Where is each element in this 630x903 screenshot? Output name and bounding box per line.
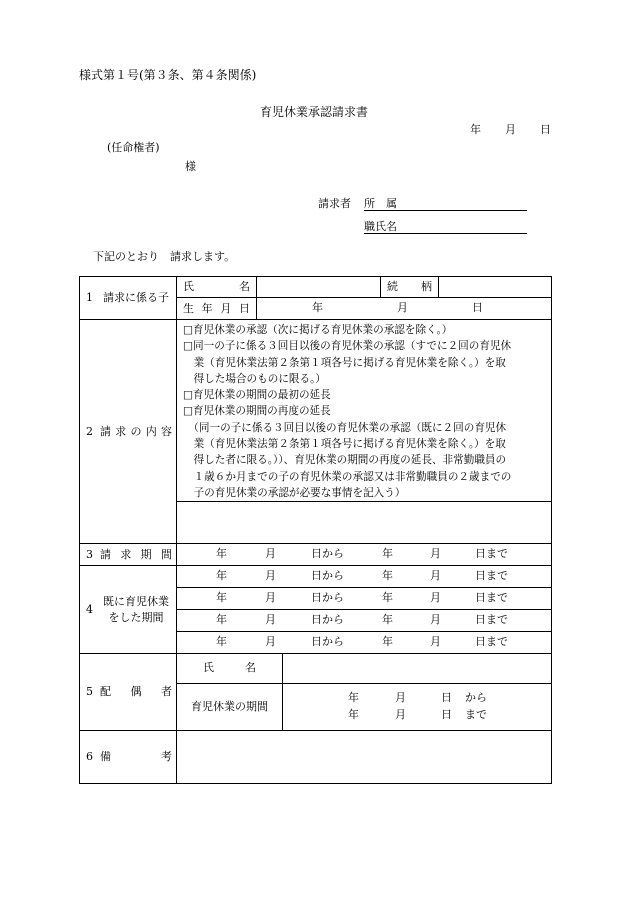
affiliation-underline[interactable] xyxy=(364,210,527,211)
page-title: 育児休業承認請求書 xyxy=(260,105,369,119)
relation-input[interactable] xyxy=(439,277,552,298)
spouse-period-label-cell xyxy=(177,683,283,731)
honorific: 様 xyxy=(185,160,196,173)
birth-day-label: 日 xyxy=(472,301,483,314)
appointing-authority-label: (任命権者) xyxy=(107,141,160,154)
section1-label: 請求に係る子 xyxy=(103,291,169,304)
spouse-to-month-label: 月 xyxy=(395,707,406,721)
past-period-row[interactable] xyxy=(177,632,552,654)
spouse-to-suffix: まで xyxy=(465,707,487,721)
option-line[interactable]: □育児休業の期間の再度の延長 xyxy=(183,405,331,418)
section4-label-line1: 既に育児休業 xyxy=(103,594,169,608)
option-line: 得した場合のものに限る。） xyxy=(183,372,327,385)
past-to-label: 日まで xyxy=(475,613,508,627)
spouse-from-suffix: から xyxy=(465,690,487,704)
section2-number: 2 xyxy=(86,424,93,438)
past-month-label: 月 xyxy=(430,591,441,605)
past-from-label: 日から xyxy=(311,591,344,605)
form-number: 様式第１号(第３条、第４条関係) xyxy=(79,68,257,82)
spouse-to-year-label: 年 xyxy=(348,707,359,721)
section6-number: 6 xyxy=(86,750,93,764)
past-from-label: 日から xyxy=(311,635,344,649)
reason-input[interactable] xyxy=(177,502,552,544)
staff-name-label: 職氏名 xyxy=(364,220,397,233)
period-year-label: 年 xyxy=(216,547,227,561)
relation-label-cell xyxy=(381,277,439,298)
intro-text: 下記のとおり 請求します。 xyxy=(93,250,236,263)
section5-number: 5 xyxy=(86,685,93,699)
option-line[interactable]: □同一の子に係る３回目以後の育児休業の承認（すでに２回の育児休 xyxy=(183,340,512,353)
past-from-label: 日から xyxy=(311,613,344,627)
section4-number: 4 xyxy=(86,602,93,616)
spouse-to-day-label: 日 xyxy=(441,707,452,721)
section4-label xyxy=(100,594,172,626)
spouse-from-day-label: 日 xyxy=(441,690,452,704)
past-to-label: 日まで xyxy=(475,635,508,649)
past-year-label: 年 xyxy=(382,591,393,605)
period-month-label: 月 xyxy=(265,547,276,561)
child-name-label-cell xyxy=(177,277,257,298)
past-year-label: 年 xyxy=(382,569,393,583)
option-line: 得した者に限る。））、育児休業の期間の再度の延長、非常勤職員の xyxy=(183,454,507,467)
spouse-name-input[interactable] xyxy=(283,654,552,683)
option-line: １歳６か月までの子の育児休業の承認又は非常勤職員の２歳までの xyxy=(183,470,512,483)
past-year-label: 年 xyxy=(216,635,227,649)
section3-label: 請 求 期 間 xyxy=(100,547,172,561)
past-year-label: 年 xyxy=(382,635,393,649)
past-month-label: 月 xyxy=(430,569,441,583)
period-to-label: 日まで xyxy=(475,547,508,561)
birth-year-label: 年 xyxy=(312,301,323,314)
section6-label-cell xyxy=(80,731,177,784)
date-month: 月 xyxy=(505,123,516,136)
birth-label-cell xyxy=(177,298,257,320)
past-period-row[interactable] xyxy=(177,566,552,588)
past-month-label: 月 xyxy=(265,635,276,649)
period-from-label: 日から xyxy=(311,547,344,561)
spouse-period-label: 育児休業の期間 xyxy=(191,699,268,713)
staff-name-underline[interactable] xyxy=(364,233,527,234)
past-from-label: 日から xyxy=(311,569,344,583)
section3-label-cell xyxy=(80,544,177,566)
section2-label: 請 求 の 内 容 xyxy=(100,424,172,438)
past-to-label: 日まで xyxy=(475,591,508,605)
past-period-row[interactable] xyxy=(177,588,552,610)
period-month-label: 月 xyxy=(430,547,441,561)
option-line: 業（育児休業法第２条第１項各号に掲げる育児休業を除く。）を取 xyxy=(183,438,506,451)
date-year: 年 xyxy=(470,123,481,136)
past-month-label: 月 xyxy=(430,635,441,649)
option-line: 子の育児休業の承認が必要な事情を記入う） xyxy=(183,486,406,499)
request-period-input[interactable] xyxy=(177,544,552,566)
remarks-input[interactable] xyxy=(177,731,552,784)
section5-label: 配 偶 者 xyxy=(100,685,172,699)
date-day: 日 xyxy=(540,123,551,136)
spouse-name-label: 氏 名 xyxy=(203,661,256,675)
past-year-label: 年 xyxy=(382,613,393,627)
request-content-options[interactable] xyxy=(177,320,552,502)
section5-label-cell xyxy=(80,654,177,731)
child-name-input[interactable] xyxy=(257,277,381,298)
past-period-row[interactable] xyxy=(177,610,552,632)
section4-label-line2: をした期間 xyxy=(108,610,164,624)
past-year-label: 年 xyxy=(216,613,227,627)
past-to-label: 日まで xyxy=(475,569,508,583)
past-month-label: 月 xyxy=(265,591,276,605)
relation-label: 続 柄 xyxy=(387,280,433,293)
spouse-from-year-label: 年 xyxy=(348,690,359,704)
past-year-label: 年 xyxy=(216,591,227,605)
option-line[interactable]: □育児休業の承認（次に掲げる育児休業の承認を除く。） xyxy=(183,324,453,336)
spouse-period-input[interactable] xyxy=(283,683,552,731)
past-month-label: 月 xyxy=(265,569,276,583)
section4-label-cell xyxy=(80,566,177,654)
period-year-label: 年 xyxy=(382,547,393,561)
birth-date-label: 生 年 月 日 xyxy=(183,301,250,315)
section1-label-cell xyxy=(80,277,177,320)
birth-month-label: 月 xyxy=(397,301,408,314)
option-line: 業（育児休業法第２条第１項各号に掲げる育児休業を除く。）を取 xyxy=(183,356,506,369)
option-line: （同一の子に係る３回目以後の育児休業の承認（既に２回の育児休 xyxy=(183,421,507,434)
spouse-name-label-cell xyxy=(177,654,283,683)
affiliation-label: 所 属 xyxy=(364,197,397,210)
section6-label: 備 考 xyxy=(100,750,172,764)
spouse-from-month-label: 月 xyxy=(395,690,406,704)
child-name-label: 氏 名 xyxy=(183,280,250,293)
section3-number: 3 xyxy=(86,547,93,561)
requester-label: 請求者 xyxy=(318,197,351,210)
past-month-label: 月 xyxy=(265,613,276,627)
past-month-label: 月 xyxy=(430,613,441,627)
section2-label-cell xyxy=(80,320,177,544)
birth-date-input[interactable] xyxy=(257,298,552,320)
section1-number: 1 xyxy=(86,291,93,304)
request-form-table xyxy=(79,276,552,784)
past-year-label: 年 xyxy=(216,569,227,583)
option-line[interactable]: □育児休業の期間の最初の延長 xyxy=(183,389,331,402)
